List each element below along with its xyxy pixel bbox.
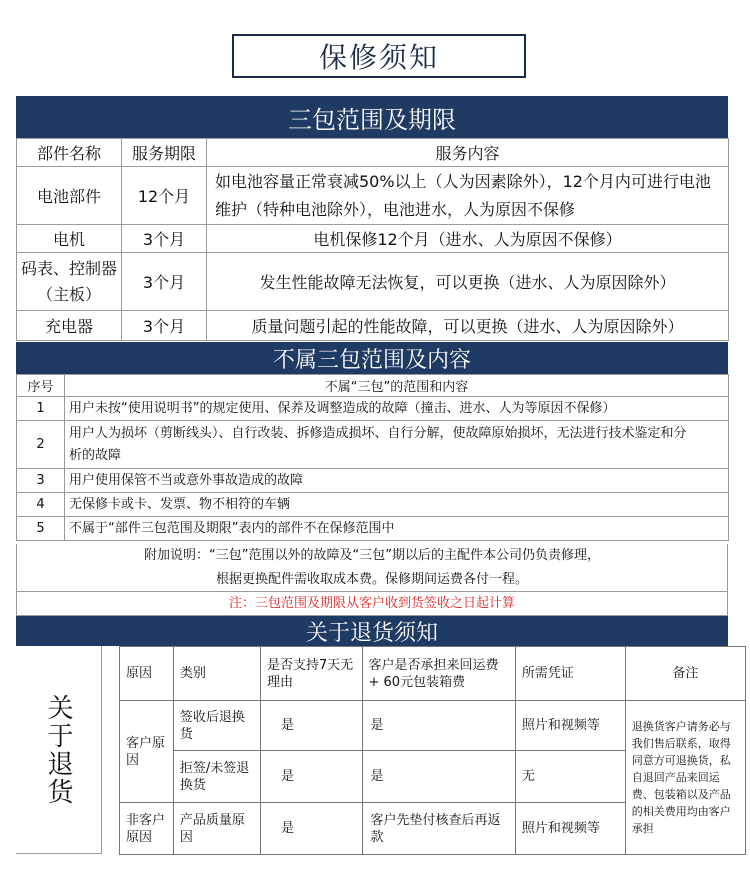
- warranty-scope-heading: 三包范围及期限: [16, 96, 728, 138]
- service-period: 3个月: [122, 311, 207, 341]
- page-title: 保修须知: [232, 34, 526, 78]
- return-remark: 退换货客户请务必与我们售后联系，取得同意方可退换货，私自退回产品来回运费、包装箱以及产品的相关费用均由客户承担: [625, 701, 745, 855]
- table-row: [17, 225, 729, 253]
- part-name: 码表、控制器（主板）: [17, 253, 122, 311]
- header-bear-cost: 客户是否承担来回运费 + 60元包装箱费: [362, 647, 515, 701]
- part-name: 电机: [17, 225, 122, 253]
- exclusions-table: [16, 374, 729, 541]
- returns-section: [16, 646, 731, 854]
- exclusion-text: 不属于“部件三包范围及期限”表内的部件不在保修范围中: [65, 517, 729, 541]
- return-category: 拒签/未签退换货: [173, 751, 260, 803]
- exclusion-text: 用户未按“使用说明书”的规定使用、保养及调整造成的故障（撞击、进水、人为等原因不保修）: [65, 397, 729, 421]
- header-seven-day: 是否支持7天无理由: [260, 647, 362, 701]
- bear-cost-value: 客户先垫付核查后再返款: [362, 803, 515, 855]
- return-category: 产品质量原因: [173, 803, 260, 855]
- table-row: [17, 517, 729, 541]
- header-reason: 原因: [120, 647, 174, 701]
- returns-side-label: [16, 646, 102, 854]
- row-number: 1: [17, 397, 65, 421]
- row-number: 5: [17, 517, 65, 541]
- warranty-scope-table: [16, 138, 729, 341]
- part-name: 电池部件: [17, 167, 122, 225]
- table-row: [17, 493, 729, 517]
- service-content: 如电池容量正常衰减50%以上（人为因素除外），12个月内可进行电池维护（特种电池除外），电池进水，人为原因不保修: [207, 167, 729, 225]
- header-exclusion: 不属“三包”的范围和内容: [65, 375, 729, 397]
- proof-value: 照片和视频等: [515, 701, 625, 751]
- returns-table: [119, 646, 746, 855]
- table-row: [17, 469, 729, 493]
- row-number: 3: [17, 469, 65, 493]
- header-content: 服务内容: [207, 139, 729, 167]
- table-row: [17, 397, 729, 421]
- return-category: 签收后退换货: [173, 701, 260, 751]
- bear-cost-value: 是: [362, 701, 515, 751]
- exclusions-heading: 不属三包范围及内容: [16, 342, 728, 374]
- table-row: [17, 167, 729, 225]
- proof-value: 无: [515, 751, 625, 803]
- service-period: 3个月: [122, 253, 207, 311]
- table-header-row: [120, 647, 746, 701]
- header-no: 序号: [17, 375, 65, 397]
- exclusion-text: 无保修卡或卡、发票、物不相符的车辆: [65, 493, 729, 517]
- seven-day-value: 是: [260, 701, 362, 751]
- row-number: 4: [17, 493, 65, 517]
- service-content: 发生性能故障无法恢复，可以更换（进水、人为原因除外）: [207, 253, 729, 311]
- returns-heading: 关于退货须知: [16, 616, 728, 646]
- side-label-text: 关于退货: [43, 693, 73, 806]
- seven-day-value: 是: [260, 751, 362, 803]
- exclusion-text: 用户使用保管不当或意外事故造成的故障: [65, 469, 729, 493]
- table-row: [17, 253, 729, 311]
- table-row: [17, 311, 729, 341]
- service-content: 质量问题引起的性能故障，可以更换（进水、人为原因除外）: [207, 311, 729, 341]
- service-period: 3个月: [122, 225, 207, 253]
- part-name: 充电器: [17, 311, 122, 341]
- header-part: 部件名称: [17, 139, 122, 167]
- service-content: 电机保修12个月（进水、人为原因不保修）: [207, 225, 729, 253]
- header-category: 类别: [173, 647, 260, 701]
- note-line-1: 附加说明：“三包”范围以外的故障及“三包”期以后的主配件本公司仍负责修理，: [144, 548, 600, 563]
- non-customer-reason: 非客户原因: [120, 803, 174, 855]
- header-proof: 所需凭证: [515, 647, 625, 701]
- table-header-row: [17, 375, 729, 397]
- header-remark: 备注: [625, 647, 745, 701]
- table-row: [120, 701, 746, 751]
- customer-reason: 客户原因: [120, 701, 174, 803]
- exclusion-text: 用户人为损坏（剪断线头）、自行改装、拆修造成损坏、自行分解，使故障原始损坏，无法进行技术鉴定和分析的故障: [65, 421, 729, 469]
- note-line-2: 根据更换配件需收取成本费。保修期间运费各付一程。: [215, 572, 528, 587]
- table-row: [17, 421, 729, 469]
- row-number: 2: [17, 421, 65, 469]
- table-header-row: [17, 139, 729, 167]
- red-note: 注：三包范围及期限从客户收到货签收之日起计算: [16, 592, 728, 616]
- header-period: 服务期限: [122, 139, 207, 167]
- proof-value: 照片和视频等: [515, 803, 625, 855]
- service-period: 12个月: [122, 167, 207, 225]
- seven-day-value: 是: [260, 803, 362, 855]
- bear-cost-value: 是: [362, 751, 515, 803]
- additional-note: [16, 544, 728, 592]
